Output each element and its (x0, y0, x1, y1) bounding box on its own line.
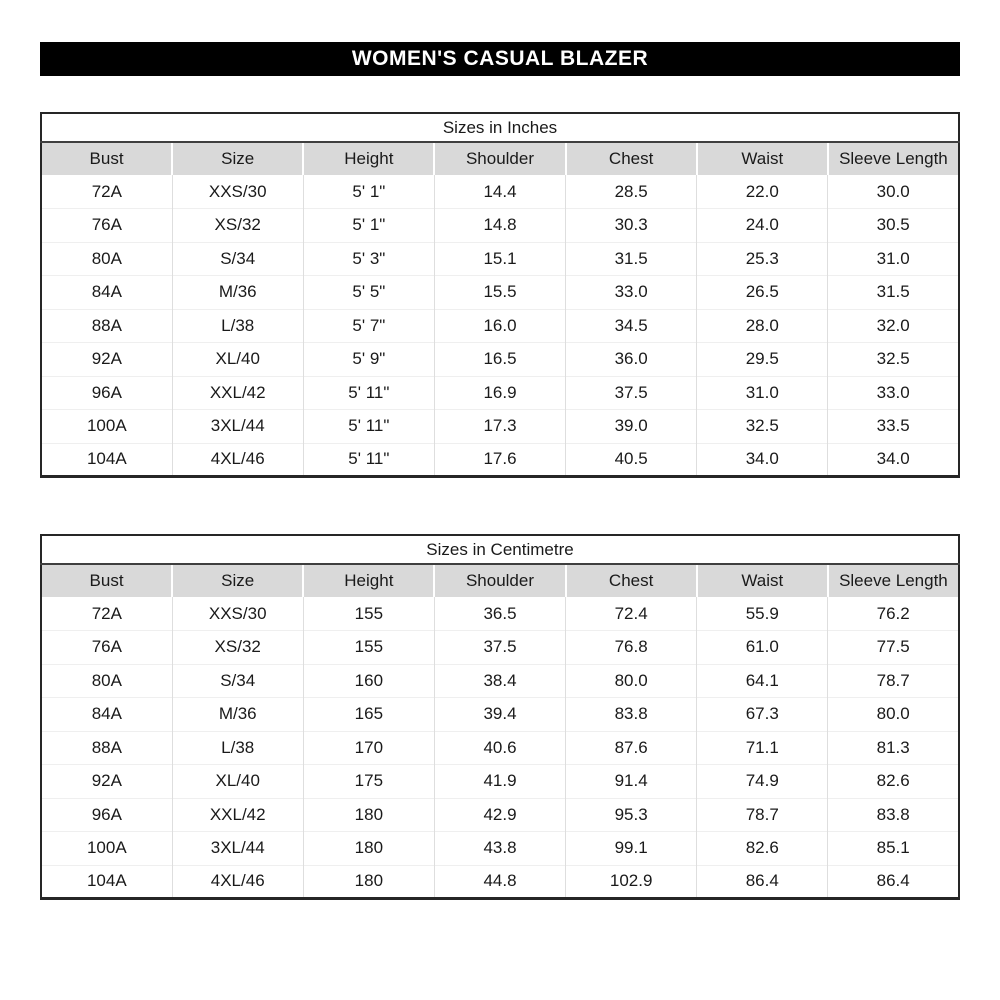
table-row (41, 276, 959, 310)
table-cell: 180 (303, 798, 434, 832)
table-cell: 72.4 (566, 597, 697, 631)
table-cell: 16.5 (434, 343, 565, 377)
table-cell: 96A (41, 376, 172, 410)
table-cell: S/34 (172, 664, 303, 698)
table-cell: 64.1 (697, 664, 828, 698)
table-cell: 5' 5" (303, 276, 434, 310)
table-cell: L/38 (172, 309, 303, 343)
table-row (41, 209, 959, 243)
table-cell: 95.3 (566, 798, 697, 832)
table-cell: 44.8 (434, 865, 565, 899)
table-cell: 33.0 (566, 276, 697, 310)
table-cell: 30.0 (828, 175, 959, 209)
table-cell: 5' 1" (303, 175, 434, 209)
table-cell: 39.4 (434, 698, 565, 732)
table-cell: 3XL/44 (172, 410, 303, 444)
table-row (41, 410, 959, 444)
column-header: Waist (697, 564, 828, 597)
table-cell: 83.8 (566, 698, 697, 732)
column-header: Chest (566, 564, 697, 597)
table-row (41, 242, 959, 276)
table-cell: 77.5 (828, 631, 959, 665)
table-cell: 76.2 (828, 597, 959, 631)
table-cell: 34.5 (566, 309, 697, 343)
table-cell: 84A (41, 276, 172, 310)
column-header: Shoulder (434, 564, 565, 597)
table-cell: 165 (303, 698, 434, 732)
table-cell: 30.3 (566, 209, 697, 243)
column-header: Sleeve Length (828, 142, 959, 175)
table-cell: 41.9 (434, 765, 565, 799)
table-cell: 86.4 (828, 865, 959, 899)
table-cell: XS/32 (172, 631, 303, 665)
column-header: Height (303, 142, 434, 175)
table-cell: 40.5 (566, 443, 697, 477)
table-cell: 84A (41, 698, 172, 732)
table-row (41, 765, 959, 799)
table-cell: XS/32 (172, 209, 303, 243)
table-cell: 85.1 (828, 832, 959, 866)
table-cell: 31.5 (828, 276, 959, 310)
table-cell: S/34 (172, 242, 303, 276)
table-cell: 4XL/46 (172, 443, 303, 477)
table-cell: 76A (41, 631, 172, 665)
table-cell: 36.5 (434, 597, 565, 631)
table-header-row (41, 142, 959, 175)
table-cell: 37.5 (566, 376, 697, 410)
table-cell: 38.4 (434, 664, 565, 698)
table-cell: 5' 3" (303, 242, 434, 276)
table-cell: 175 (303, 765, 434, 799)
table-cell: 82.6 (828, 765, 959, 799)
table-cell: 160 (303, 664, 434, 698)
table-cell: 33.0 (828, 376, 959, 410)
table-caption: Sizes in Inches (41, 113, 959, 142)
table-cell: 67.3 (697, 698, 828, 732)
table-cell: 16.9 (434, 376, 565, 410)
table-cell: 14.8 (434, 209, 565, 243)
table-cell: 22.0 (697, 175, 828, 209)
table-cell: 26.5 (697, 276, 828, 310)
column-header: Height (303, 564, 434, 597)
table-cell: 83.8 (828, 798, 959, 832)
table-cell: 37.5 (434, 631, 565, 665)
table-cell: XXL/42 (172, 798, 303, 832)
table-cell: 32.5 (828, 343, 959, 377)
table-cell: 80.0 (566, 664, 697, 698)
table-cell: 31.0 (828, 242, 959, 276)
table-body (41, 175, 959, 477)
table-cell: 61.0 (697, 631, 828, 665)
table-cell: 5' 11" (303, 410, 434, 444)
table-cell: 180 (303, 865, 434, 899)
table-header-row (41, 564, 959, 597)
table-cell: 16.0 (434, 309, 565, 343)
table-row (41, 309, 959, 343)
column-header: Bust (41, 564, 172, 597)
table-cell: 99.1 (566, 832, 697, 866)
table-cell: 28.5 (566, 175, 697, 209)
table-cell: 30.5 (828, 209, 959, 243)
table-cell: 42.9 (434, 798, 565, 832)
table-cell: 5' 9" (303, 343, 434, 377)
table-cell: 34.0 (697, 443, 828, 477)
table-cell: 14.4 (434, 175, 565, 209)
column-header: Size (172, 564, 303, 597)
table-cell: 88A (41, 731, 172, 765)
table-body (41, 597, 959, 899)
table-cell: 155 (303, 597, 434, 631)
table-cell: 15.1 (434, 242, 565, 276)
table-cell: 5' 7" (303, 309, 434, 343)
table-caption-row (41, 535, 959, 564)
table-cell: 28.0 (697, 309, 828, 343)
table-caption: Sizes in Centimetre (41, 535, 959, 564)
table-row (41, 597, 959, 631)
table-cell: 55.9 (697, 597, 828, 631)
table-row (41, 343, 959, 377)
table-cell: 3XL/44 (172, 832, 303, 866)
centimetre-table-section (40, 534, 960, 900)
column-header: Sleeve Length (828, 564, 959, 597)
table-cell: 33.5 (828, 410, 959, 444)
table-cell: 71.1 (697, 731, 828, 765)
table-cell: 31.0 (697, 376, 828, 410)
table-cell: 32.5 (697, 410, 828, 444)
table-cell: 5' 11" (303, 443, 434, 477)
table-cell: 4XL/46 (172, 865, 303, 899)
table-cell: L/38 (172, 731, 303, 765)
table-cell: 87.6 (566, 731, 697, 765)
table-row (41, 865, 959, 899)
table-cell: 17.6 (434, 443, 565, 477)
table-cell: 104A (41, 865, 172, 899)
table-row (41, 798, 959, 832)
table-cell: 100A (41, 410, 172, 444)
table-cell: 34.0 (828, 443, 959, 477)
table-cell: 78.7 (697, 798, 828, 832)
table-cell: 78.7 (828, 664, 959, 698)
table-row (41, 698, 959, 732)
table-cell: XXS/30 (172, 175, 303, 209)
table-row (41, 443, 959, 477)
table-cell: 80A (41, 664, 172, 698)
product-title-banner: WOMEN'S CASUAL BLAZER (40, 42, 960, 76)
table-cell: XL/40 (172, 765, 303, 799)
table-cell: 43.8 (434, 832, 565, 866)
column-header: Shoulder (434, 142, 565, 175)
column-header: Waist (697, 142, 828, 175)
table-cell: XL/40 (172, 343, 303, 377)
table-caption-row (41, 113, 959, 142)
table-cell: XXL/42 (172, 376, 303, 410)
table-cell: 82.6 (697, 832, 828, 866)
table-cell: 76.8 (566, 631, 697, 665)
table-cell: 29.5 (697, 343, 828, 377)
table-cell: 86.4 (697, 865, 828, 899)
table-cell: 31.5 (566, 242, 697, 276)
table-cell: M/36 (172, 698, 303, 732)
table-cell: 39.0 (566, 410, 697, 444)
centimetre-size-table (40, 534, 960, 900)
table-cell: 100A (41, 832, 172, 866)
table-row (41, 631, 959, 665)
table-cell: 36.0 (566, 343, 697, 377)
table-cell: 92A (41, 343, 172, 377)
table-cell: 81.3 (828, 731, 959, 765)
table-row (41, 664, 959, 698)
table-cell: 170 (303, 731, 434, 765)
table-cell: 102.9 (566, 865, 697, 899)
table-cell: 155 (303, 631, 434, 665)
table-cell: 76A (41, 209, 172, 243)
table-cell: 74.9 (697, 765, 828, 799)
table-cell: M/36 (172, 276, 303, 310)
table-row (41, 376, 959, 410)
table-cell: 80A (41, 242, 172, 276)
table-cell: 96A (41, 798, 172, 832)
inches-size-table (40, 112, 960, 478)
table-cell: 104A (41, 443, 172, 477)
table-cell: 25.3 (697, 242, 828, 276)
table-cell: 5' 1" (303, 209, 434, 243)
table-cell: 92A (41, 765, 172, 799)
column-header: Chest (566, 142, 697, 175)
table-cell: 180 (303, 832, 434, 866)
table-cell: 72A (91, 603, 122, 623)
table-cell: 91.4 (566, 765, 697, 799)
table-cell: 88A (41, 309, 172, 343)
table-cell: 24.0 (697, 209, 828, 243)
table-row (41, 832, 959, 866)
table-row (41, 175, 959, 209)
table-cell: 72A (91, 181, 122, 201)
table-row (41, 731, 959, 765)
table-cell: 80.0 (828, 698, 959, 732)
table-cell: XXS/30 (172, 597, 303, 631)
table-cell: 32.0 (828, 309, 959, 343)
table-cell: 40.6 (434, 731, 565, 765)
table-cell: 5' 11" (303, 376, 434, 410)
column-header: Bust (41, 142, 172, 175)
column-header: Size (172, 142, 303, 175)
table-cell: 17.3 (434, 410, 565, 444)
table-cell: 15.5 (434, 276, 565, 310)
inches-table-section (40, 112, 960, 478)
